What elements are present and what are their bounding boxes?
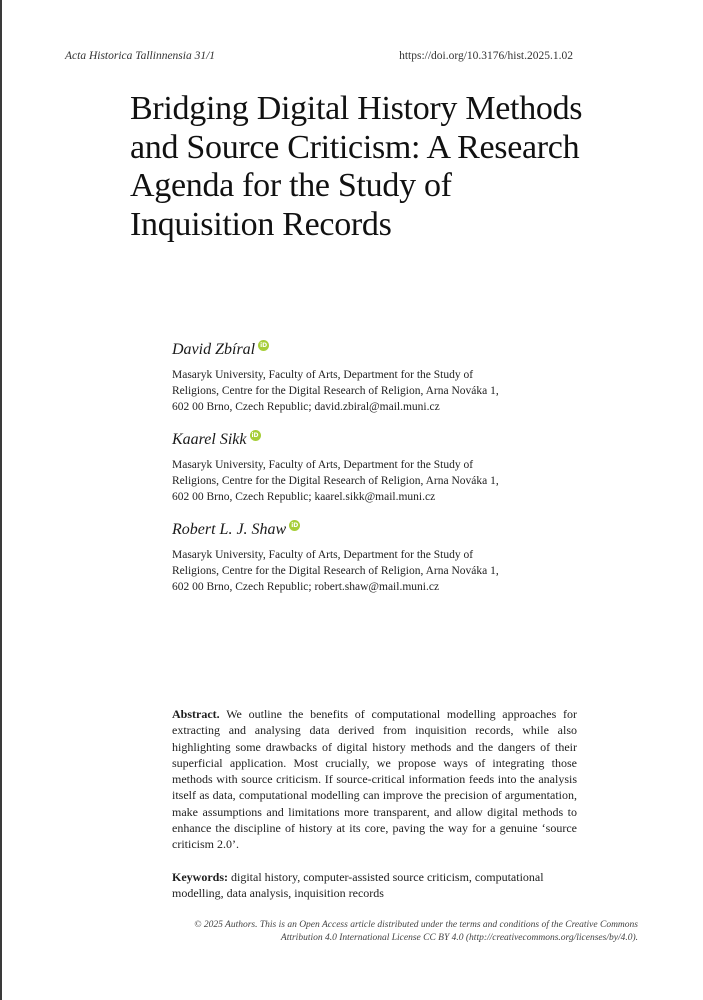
affiliation-line: Masaryk University, Faculty of Arts, Department for the Study of xyxy=(172,549,474,561)
keywords xyxy=(172,869,577,902)
license-line: Attribution 4.0 International License CC BY 4.0 (http://creativecommons.org/licenses/by/4.0). xyxy=(280,933,638,943)
orcid-icon[interactable]: iD xyxy=(291,522,299,529)
author-affiliation xyxy=(172,547,592,595)
abstract-text: We outline the benefits of computational modelling approaches for extracting and analysing data derived from inquisition records, while also highlighting some drawbacks of digital history methods and the dangers of their superficial application. Most crucially, we propose ways of integrating those methods with source criticism. If source-critical information feeds into the analysis itself as data, computational modelling can improve the precision of argumentation, make assumptions and limitations more transparent, and allow digital methods to enhance the discipline of history at its core, paving the way for a genuine ‘source criticism 2.0’. xyxy=(172,707,577,852)
author-block-3 xyxy=(172,520,592,595)
author-affiliation xyxy=(172,367,592,415)
license-notice xyxy=(118,919,638,945)
orcid-icon[interactable]: iD xyxy=(260,342,268,349)
affiliation-line: Masaryk University, Faculty of Arts, Department for the Study of xyxy=(172,369,474,381)
author-name: Robert L. J. Shaw xyxy=(172,521,287,538)
orcid-icon[interactable]: iD xyxy=(251,432,259,439)
author-block-2 xyxy=(172,430,592,505)
keywords-label: Keywords: xyxy=(172,870,228,884)
affiliation-line: 602 00 Brno, Czech Republic; kaarel.sikk@mail.muni.cz xyxy=(172,491,436,503)
affiliation-line: 602 00 Brno, Czech Republic; robert.shaw@mail.muni.cz xyxy=(172,581,440,593)
abstract xyxy=(172,706,577,853)
abstract-label: Abstract. xyxy=(172,707,220,721)
author-name: Kaarel Sikk xyxy=(172,431,247,448)
affiliation-line: Religions, Centre for the Digital Research of Religion, Arna Nováka 1, xyxy=(172,475,499,487)
license-line: © 2025 Authors. This is an Open Access article distributed under the terms and conditions of the Creative Commons xyxy=(194,920,638,930)
article-title: Bridging Digital History Methods and Source Criticism: A Research Agenda for the Study of Inquisition Records xyxy=(130,90,583,243)
affiliation-line: Religions, Centre for the Digital Research of Religion, Arna Nováka 1, xyxy=(172,565,499,577)
affiliation-line: Masaryk University, Faculty of Arts, Department for the Study of xyxy=(172,459,474,471)
doi-link[interactable]: https://doi.org/10.3176/hist.2025.1.02 xyxy=(399,50,573,62)
keywords-text: digital history, computer-assisted source criticism, computational modelling, data analysis, inquisition records xyxy=(172,870,544,901)
page-edge xyxy=(0,0,2,1000)
affiliation-line: 602 00 Brno, Czech Republic; david.zbiral@mail.muni.cz xyxy=(172,401,440,413)
author-affiliation xyxy=(172,457,592,505)
journal-name: Acta Historica Tallinnensia 31/1 xyxy=(65,50,216,62)
affiliation-line: Religions, Centre for the Digital Research of Religion, Arna Nováka 1, xyxy=(172,385,499,397)
author-name: David Zbíral xyxy=(172,341,256,358)
author-block-1 xyxy=(172,340,592,415)
